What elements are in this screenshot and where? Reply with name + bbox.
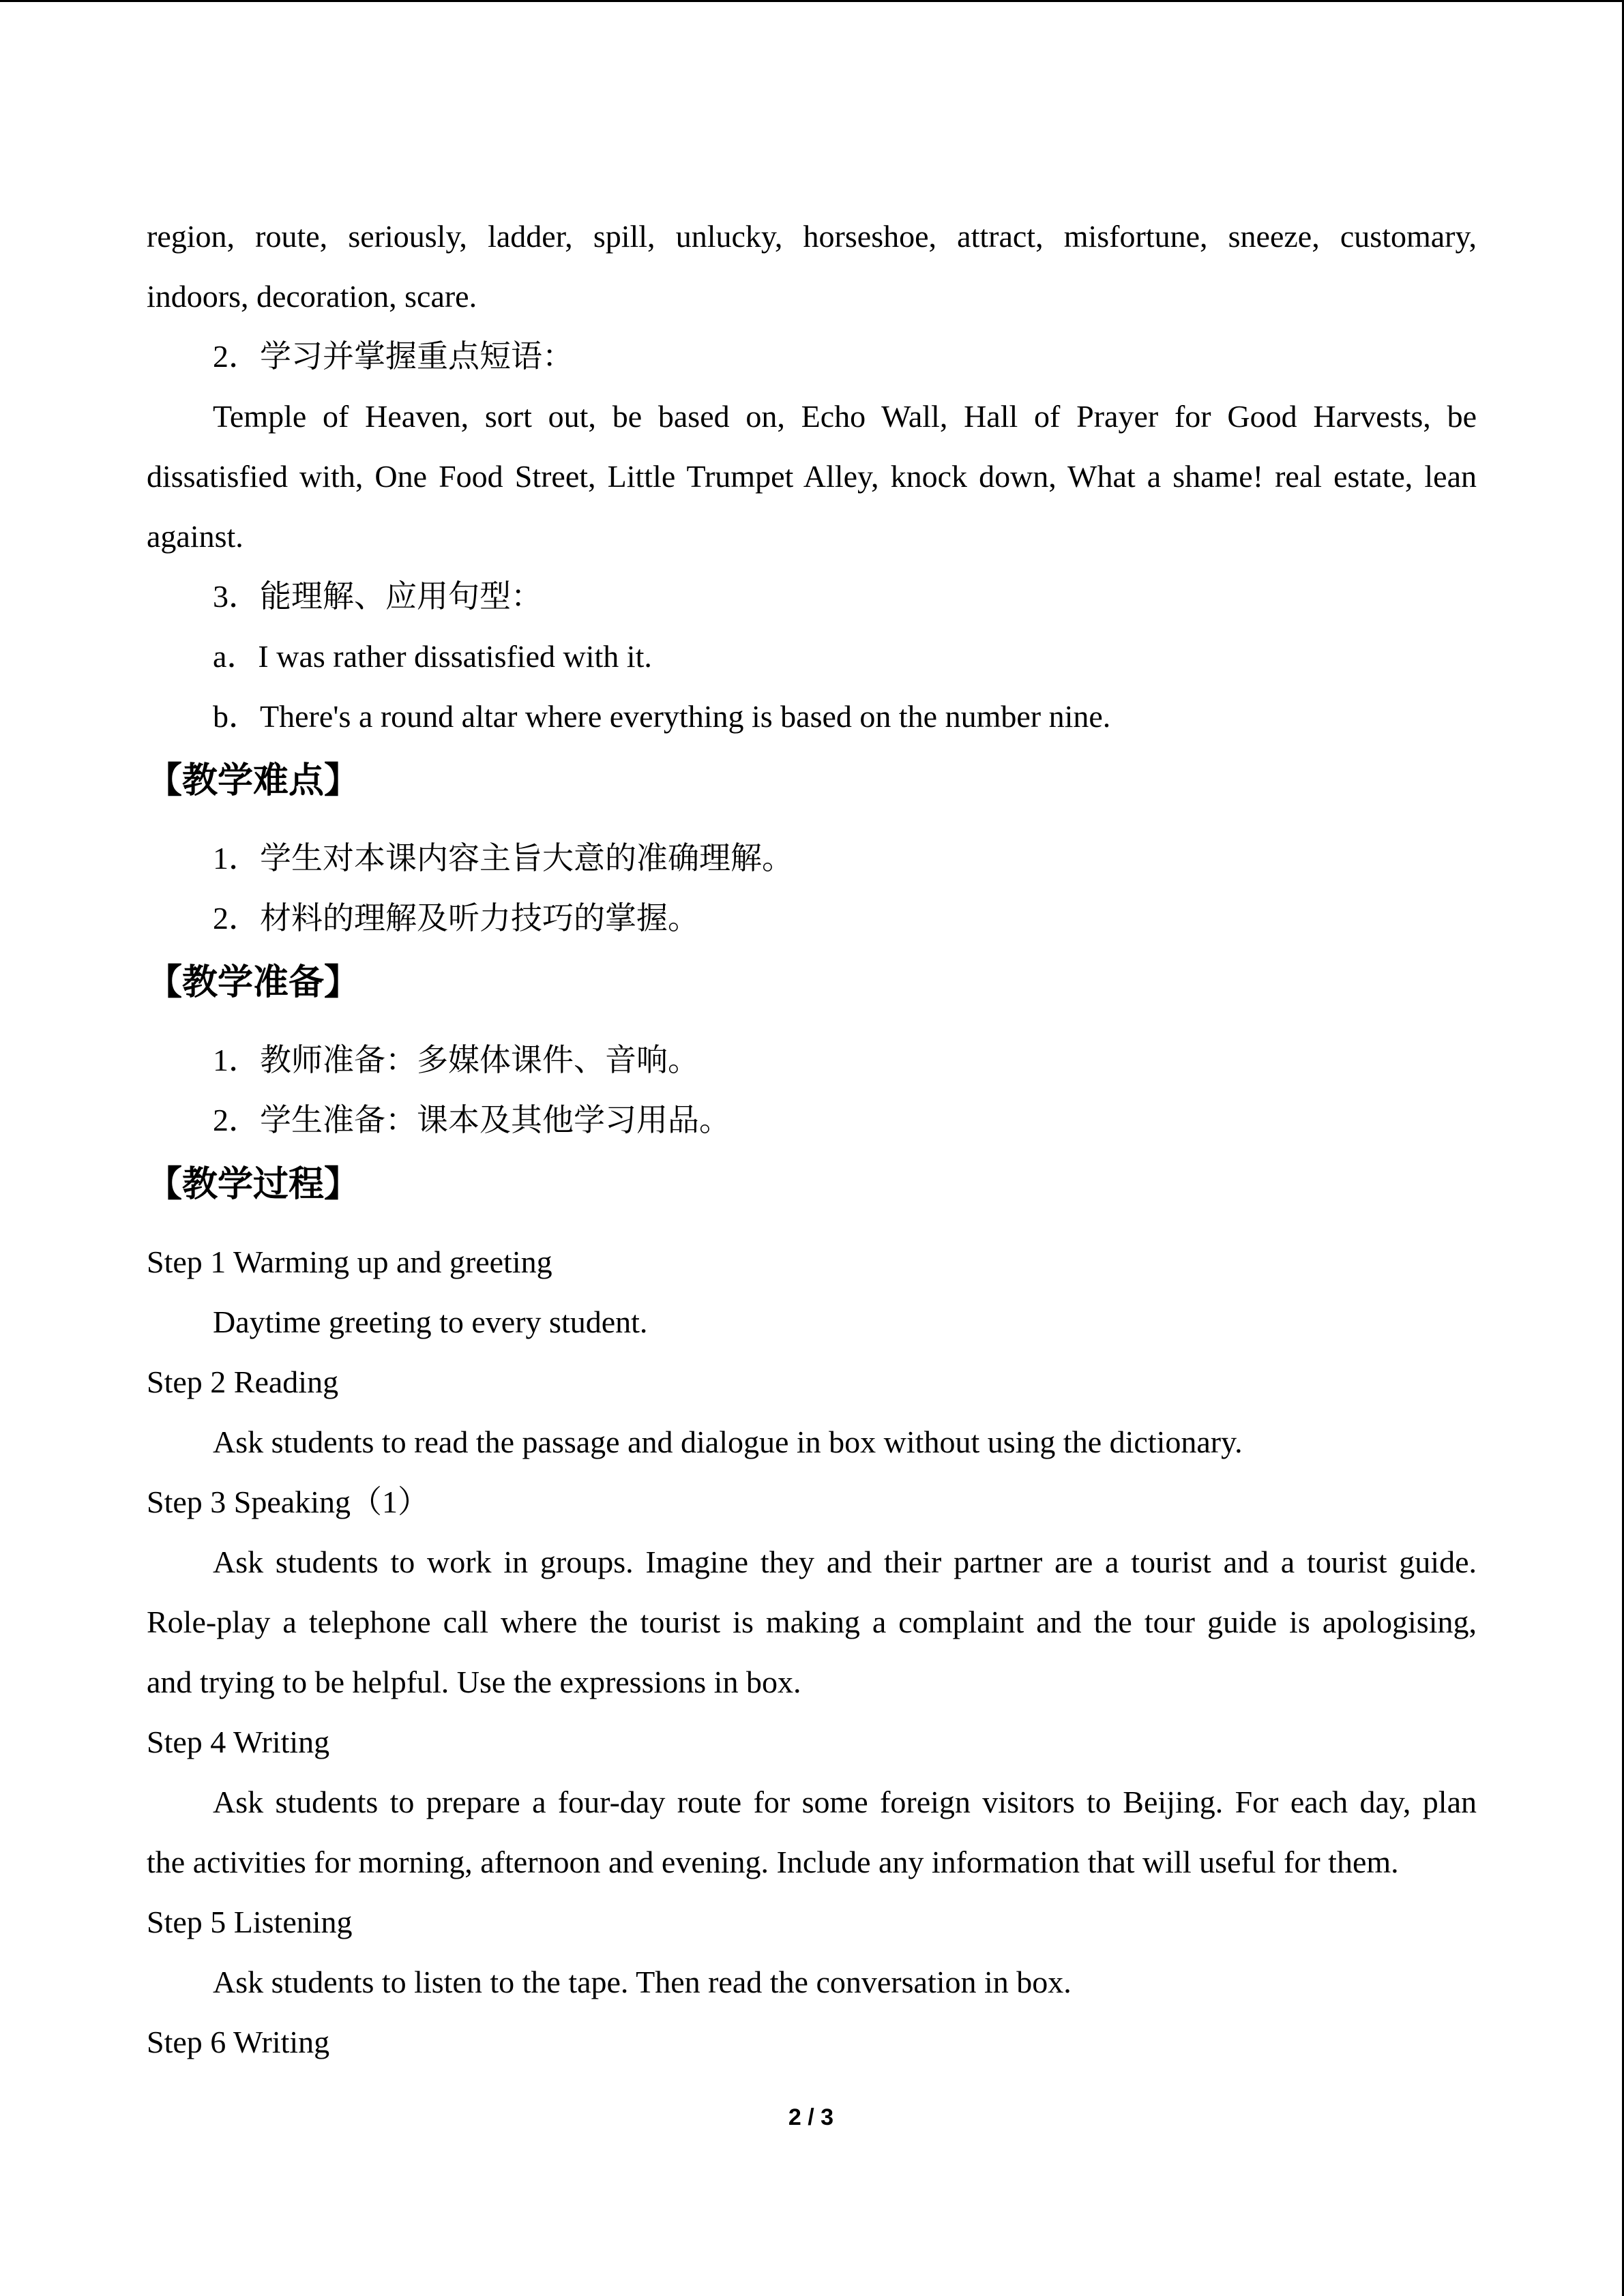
step-2-text: Ask students to read the passage and dialogue in box without using the dictionary. xyxy=(213,1425,1243,1459)
step-1-text: Daytime greeting to every student. xyxy=(213,1304,648,1339)
step-4-line-1: Ask students to prepare a four-day route for some foreign visitors to Beijing. For each day, plan xyxy=(213,1785,1477,1819)
document-body xyxy=(147,207,1477,2072)
preparation-1: 1．教师准备：多媒体课件、音响。 xyxy=(213,1043,699,1077)
objective-2-title: 2．学习并掌握重点短语： xyxy=(213,339,574,374)
step-3-line-3: and trying to be helpful. Use the expressions in box. xyxy=(147,1665,801,1699)
phrases-line-1: Temple of Heaven, sort out, be based on, Echo Wall, Hall of Prayer for Good Harvests, be xyxy=(213,399,1477,434)
difficulty-1: 1．学生对本课内容主旨大意的准确理解。 xyxy=(213,841,793,876)
heading-preparation: 【教学准备】 xyxy=(147,962,360,1003)
preparation-2: 2．学生准备：课本及其他学习用品。 xyxy=(213,1103,730,1137)
vocab-line-2: indoors, decoration, scare. xyxy=(147,279,477,314)
step-4-line-2: the activities for morning, afternoon and evening. Include any information that will useful for them. xyxy=(147,1845,1399,1879)
phrases-line-3: against. xyxy=(147,519,243,554)
step-2-title: Step 2 Reading xyxy=(147,1365,339,1399)
step-3-title: Step 3 Speaking（1） xyxy=(147,1485,429,1519)
heading-difficulties: 【教学难点】 xyxy=(147,760,360,801)
step-4-title: Step 4 Writing xyxy=(147,1725,330,1759)
vocab-line-1: region, route, seriously, ladder, spill, unlucky, horseshoe, attract, misfortune, sneeze, customary, xyxy=(147,219,1477,254)
step-3-line-2: Role-play a telephone call where the tourist is making a complaint and the tour guide is apologising, xyxy=(147,1605,1477,1639)
step-3-line-1: Ask students to work in groups. Imagine they and their partner are a tourist and a tourist guide. xyxy=(213,1545,1477,1579)
phrases-line-2: dissatisfied with, One Food Street, Little Trumpet Alley, knock down, What a shame! real estate, lean xyxy=(147,459,1477,494)
objective-3-title: 3．能理解、应用句型： xyxy=(213,579,542,614)
step-6-title: Step 6 Writing xyxy=(147,2025,330,2059)
step-1-title: Step 1 Warming up and greeting xyxy=(147,1244,552,1279)
sentence-b: b．There's a round altar where everything is based on the number nine. xyxy=(213,699,1111,734)
step-5-text: Ask students to listen to the tape. Then read the conversation in box. xyxy=(213,1965,1072,1999)
difficulty-2: 2．材料的理解及听力技巧的掌握。 xyxy=(213,901,699,936)
page-number: 2 / 3 xyxy=(788,2104,834,2130)
sentence-a: a．I was rather dissatisfied with it. xyxy=(213,639,652,674)
heading-process: 【教学过程】 xyxy=(147,1164,360,1205)
step-5-title: Step 5 Listening xyxy=(147,1905,353,1939)
